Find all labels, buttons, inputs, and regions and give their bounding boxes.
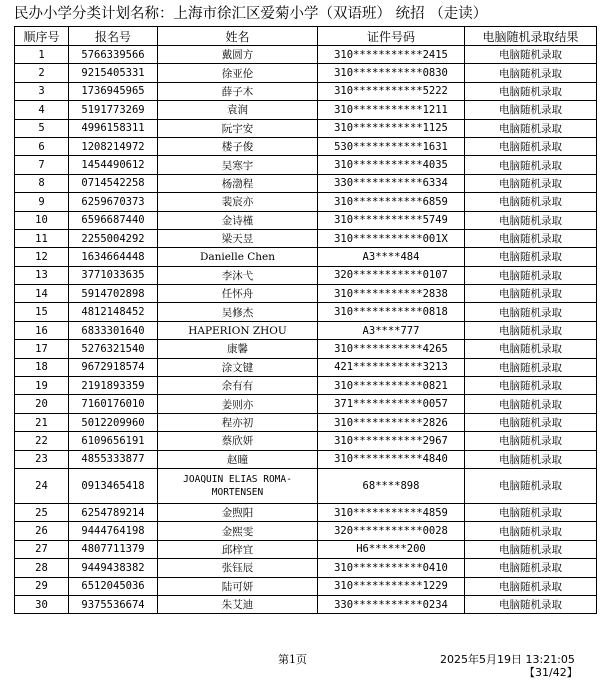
cell-registration-number: 9672918574 [69,358,158,376]
cell-name: 邱梓宜 [158,540,318,558]
cell-seq: 19 [15,377,69,395]
cell-name: HAPERION ZHOU [158,321,318,339]
cell-result: 电脑随机录取 [465,285,597,303]
cell-id-number: 68****898 [318,468,465,503]
cell-seq: 28 [15,559,69,577]
cell-id-number: 310***********1211 [318,101,465,119]
table-row [15,522,597,540]
cell-result: 电脑随机录取 [465,248,597,266]
cell-registration-number: 6109656191 [69,432,158,450]
cell-result: 电脑随机录取 [465,303,597,321]
cell-id-number: 310***********2967 [318,432,465,450]
cell-result: 电脑随机录取 [465,595,597,613]
cell-name: 金熙雯 [158,522,318,540]
cell-name: JOAQUIN ELIAS ROMA-MORTENSEN [158,468,318,503]
cell-registration-number: 1736945965 [69,82,158,100]
cell-registration-number: 4996158311 [69,119,158,137]
table-row [15,46,597,64]
cell-seq: 27 [15,540,69,558]
table-row [15,540,597,558]
cell-seq: 5 [15,119,69,137]
cell-result: 电脑随机录取 [465,82,597,100]
cell-seq: 21 [15,413,69,431]
table-row [15,377,597,395]
column-header-name: 姓名 [158,27,318,46]
cell-registration-number: 0913465418 [69,468,158,503]
cell-seq: 1 [15,46,69,64]
cell-registration-number: 6512045036 [69,577,158,595]
table-row [15,468,597,503]
table-row [15,211,597,229]
cell-seq: 7 [15,156,69,174]
print-datetime: 2025年5月19日 13:21:05 [440,653,575,666]
table-row [15,577,597,595]
cell-result: 电脑随机录取 [465,137,597,155]
cell-name: 金诗槿 [158,211,318,229]
cell-id-number: 310***********0821 [318,377,465,395]
cell-result: 电脑随机录取 [465,577,597,595]
cell-registration-number: 5914702898 [69,285,158,303]
cell-seq: 12 [15,248,69,266]
cell-id-number: A3****777 [318,321,465,339]
table-row [15,358,597,376]
cell-result: 电脑随机录取 [465,101,597,119]
cell-seq: 20 [15,395,69,413]
cell-id-number: 330***********6334 [318,174,465,192]
cell-id-number: H6******200 [318,540,465,558]
cell-seq: 30 [15,595,69,613]
table-row [15,137,597,155]
cell-registration-number: 9215405331 [69,64,158,82]
cell-result: 电脑随机录取 [465,522,597,540]
cell-result: 电脑随机录取 [465,46,597,64]
cell-name: 康馨 [158,340,318,358]
cell-name: 裴宸亦 [158,193,318,211]
cell-registration-number: 3771033635 [69,266,158,284]
table-row [15,432,597,450]
cell-id-number: 310***********2415 [318,46,465,64]
cell-id-number: A3****484 [318,248,465,266]
cell-result: 电脑随机录取 [465,358,597,376]
cell-registration-number: 2255004292 [69,229,158,247]
cell-name: Danielle Chen [158,248,318,266]
cell-registration-number: 6833301640 [69,321,158,339]
column-header-reg: 报名号 [69,27,158,46]
cell-name: 姜则亦 [158,395,318,413]
table-row [15,119,597,137]
cell-result: 电脑随机录取 [465,174,597,192]
table-row [15,321,597,339]
cell-id-number: 310***********5222 [318,82,465,100]
table-row [15,174,597,192]
cell-result: 电脑随机录取 [465,503,597,521]
cell-registration-number: 4855333877 [69,450,158,468]
cell-result: 电脑随机录取 [465,559,597,577]
cell-id-number: 310***********0830 [318,64,465,82]
cell-result: 电脑随机录取 [465,211,597,229]
cell-id-number: 371***********0057 [318,395,465,413]
table-row [15,101,597,119]
cell-seq: 13 [15,266,69,284]
cell-registration-number: 6596687440 [69,211,158,229]
cell-id-number: 310***********0818 [318,303,465,321]
cell-id-number: 310***********4035 [318,156,465,174]
cell-name: 楼子俊 [158,137,318,155]
table-row [15,229,597,247]
table-row [15,595,597,613]
cell-seq: 4 [15,101,69,119]
page-count: 【31/42】 [524,666,578,679]
cell-id-number: 310***********6859 [318,193,465,211]
admission-table [14,26,597,614]
cell-id-number: 330***********0234 [318,595,465,613]
cell-registration-number: 5276321540 [69,340,158,358]
cell-seq: 17 [15,340,69,358]
cell-registration-number: 0714542258 [69,174,158,192]
column-header-id: 证件号码 [318,27,465,46]
table-row [15,193,597,211]
cell-seq: 26 [15,522,69,540]
table-row [15,395,597,413]
cell-id-number: 310***********4265 [318,340,465,358]
cell-id-number: 310***********4859 [318,503,465,521]
cell-name: 李沐弋 [158,266,318,284]
cell-registration-number: 7160176010 [69,395,158,413]
cell-id-number: 310***********5749 [318,211,465,229]
cell-name: 袁润 [158,101,318,119]
cell-id-number: 530***********1631 [318,137,465,155]
cell-result: 电脑随机录取 [465,377,597,395]
cell-registration-number: 9449438382 [69,559,158,577]
cell-registration-number: 9375536674 [69,595,158,613]
cell-name: 徐亚伦 [158,64,318,82]
cell-name: 涂文键 [158,358,318,376]
cell-seq: 23 [15,450,69,468]
cell-id-number: 310***********1125 [318,119,465,137]
cell-result: 电脑随机录取 [465,540,597,558]
cell-seq: 8 [15,174,69,192]
cell-result: 电脑随机录取 [465,340,597,358]
cell-id-number: 320***********0028 [318,522,465,540]
table-header-row [15,27,597,46]
cell-id-number: 310***********0410 [318,559,465,577]
cell-seq: 10 [15,211,69,229]
cell-result: 电脑随机录取 [465,64,597,82]
table-row [15,64,597,82]
cell-id-number: 320***********0107 [318,266,465,284]
cell-result: 电脑随机录取 [465,156,597,174]
cell-id-number: 421***********3213 [318,358,465,376]
cell-name: 陆可妍 [158,577,318,595]
cell-id-number: 310***********1229 [318,577,465,595]
column-header-result: 电脑随机录取结果 [465,27,597,46]
cell-result: 电脑随机录取 [465,229,597,247]
cell-id-number: 310***********001X [318,229,465,247]
table-row [15,82,597,100]
table-row [15,266,597,284]
cell-seq: 18 [15,358,69,376]
cell-seq: 14 [15,285,69,303]
cell-result: 电脑随机录取 [465,450,597,468]
cell-result: 电脑随机录取 [465,432,597,450]
cell-registration-number: 1634664448 [69,248,158,266]
cell-seq: 29 [15,577,69,595]
table-body [15,46,597,614]
table-row [15,413,597,431]
cell-id-number: 310***********2826 [318,413,465,431]
cell-name: 程亦初 [158,413,318,431]
table-row [15,248,597,266]
cell-name: 杨渤程 [158,174,318,192]
cell-result: 电脑随机录取 [465,468,597,503]
table-row [15,303,597,321]
cell-name: 戴圆方 [158,46,318,64]
cell-result: 电脑随机录取 [465,395,597,413]
cell-seq: 3 [15,82,69,100]
cell-registration-number: 6254789214 [69,503,158,521]
cell-id-number: 310***********4840 [318,450,465,468]
cell-id-number: 310***********2838 [318,285,465,303]
cell-registration-number: 9444764198 [69,522,158,540]
cell-name: 张钰辰 [158,559,318,577]
cell-seq: 22 [15,432,69,450]
column-header-seq: 顺序号 [15,27,69,46]
cell-seq: 24 [15,468,69,503]
cell-name: 薛子木 [158,82,318,100]
cell-registration-number: 5766339566 [69,46,158,64]
cell-result: 电脑随机录取 [465,413,597,431]
cell-registration-number: 5191773269 [69,101,158,119]
cell-registration-number: 5012209960 [69,413,158,431]
cell-seq: 25 [15,503,69,521]
cell-registration-number: 1454490612 [69,156,158,174]
table-row [15,503,597,521]
cell-registration-number: 4812148452 [69,303,158,321]
cell-registration-number: 2191893359 [69,377,158,395]
cell-name: 蔡欣妍 [158,432,318,450]
cell-name: 金煦阳 [158,503,318,521]
cell-name: 吴修杰 [158,303,318,321]
cell-registration-number: 6259670373 [69,193,158,211]
cell-seq: 6 [15,137,69,155]
cell-seq: 15 [15,303,69,321]
cell-registration-number: 1208214972 [69,137,158,155]
cell-seq: 16 [15,321,69,339]
cell-seq: 9 [15,193,69,211]
cell-name: 吴寒宇 [158,156,318,174]
cell-result: 电脑随机录取 [465,266,597,284]
cell-registration-number: 4807711379 [69,540,158,558]
table-row [15,285,597,303]
table-row [15,156,597,174]
cell-name: 余有有 [158,377,318,395]
cell-name: 阮宇安 [158,119,318,137]
cell-result: 电脑随机录取 [465,119,597,137]
cell-name: 赵曈 [158,450,318,468]
table-row [15,559,597,577]
table-row [15,450,597,468]
cell-name: 任怀舟 [158,285,318,303]
cell-name: 朱艾迪 [158,595,318,613]
cell-seq: 11 [15,229,69,247]
cell-seq: 2 [15,64,69,82]
cell-result: 电脑随机录取 [465,321,597,339]
cell-name: 梁天昱 [158,229,318,247]
cell-result: 电脑随机录取 [465,193,597,211]
table-row [15,340,597,358]
document-title: 民办小学分类计划名称：上海市徐汇区爱菊小学（双语班） 统招 （走读） [14,6,488,22]
page-number: 第1页 [278,653,307,666]
